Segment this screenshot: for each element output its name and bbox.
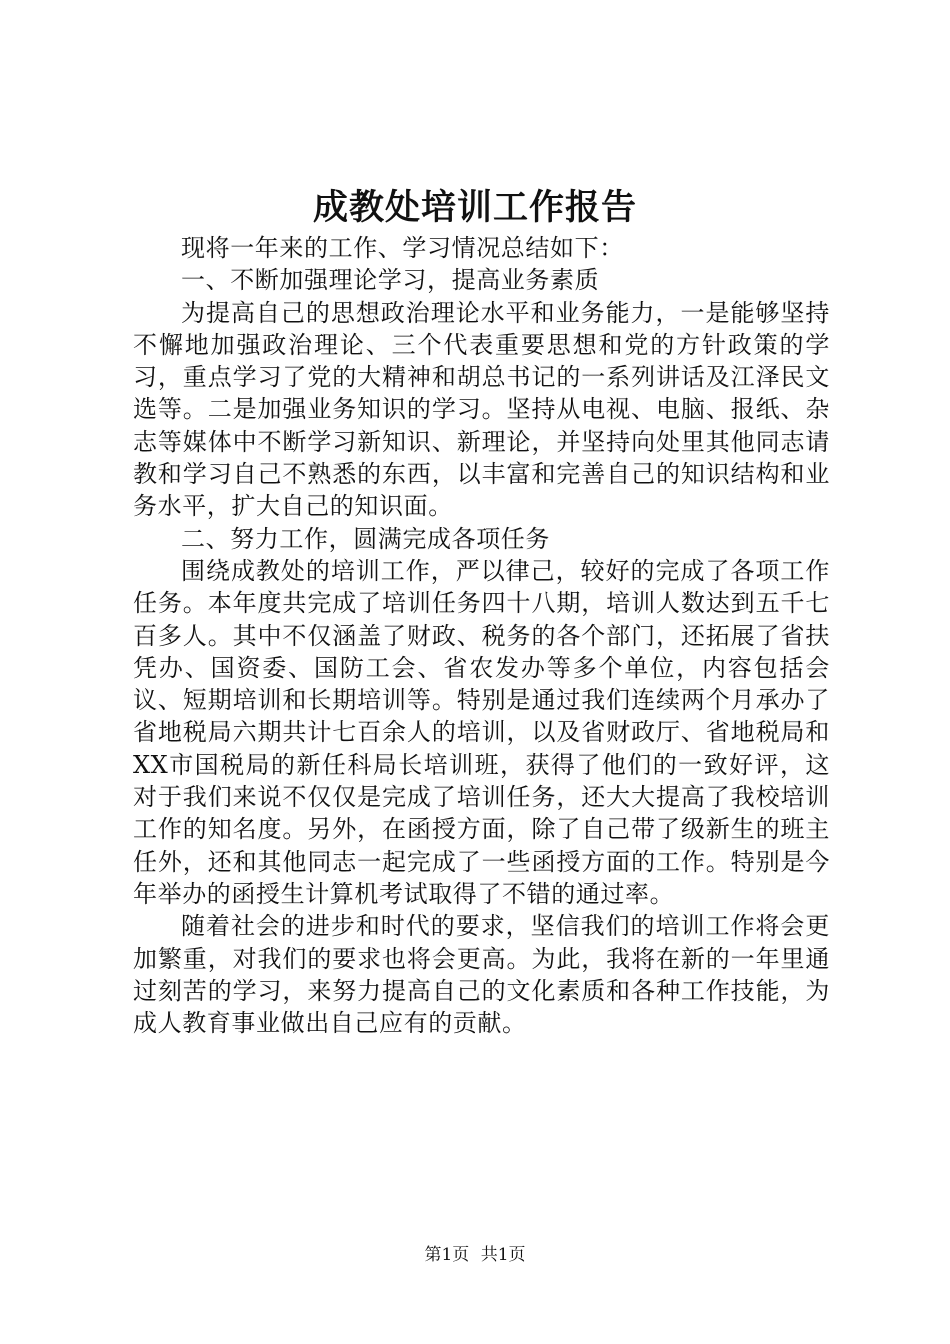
document-title: 成教处培训工作报告 [312, 187, 637, 228]
document-body [133, 232, 830, 1039]
section-heading-1: 一、不断加强理论学习，提高业务素质 [181, 266, 600, 295]
section-heading-2: 二、努力工作，圆满完成各项任务 [181, 524, 550, 553]
page-total: 共1页 [480, 1245, 526, 1265]
paragraph-conclusion: 随着社会的进步和时代的要求，坚信我们的培训工作将会更加繁重，对我们的要求也将会更高。为此，我将在新的一年里通过刻苦的学习，来努力提高自己的文化素质和各种工作技能，为成人教育事业做出自己应有的贡献。 [133, 912, 830, 1038]
paragraph-section-2: 围绕成教处的培训工作，严以律己，较好的完成了各项工作任务。本年度共完成了培训任务四十八期，培训人数达到五千七百多人。其中不仅涵盖了财政、税务的各个部门，还拓展了省扶凭办、国资委、国防工会、省农发办等多个单位，内容包括会议、短期培训和长期培训等。特别是通过我们连续两个月承办了省地税局六期共计七百余人的培训，以及省财政厅、省地税局和XX市国税局的新任科局长培训班，获得了他们的一致好评，这对于我们来说不仅仅是完成了培训任务，还大大提高了我校培训工作的知名度。另外，在函授方面，除了自己带了级新生的班主任外，还和其他同志一起完成了一些函授方面的工作。特别是今年举办的函授生计算机考试取得了不错的通过率。 [133, 556, 830, 908]
paragraph-section-1: 为提高自己的思想政治理论水平和业务能力，一是能够坚持不懈地加强政治理论、三个代表重要思想和党的方针政策的学习，重点学习了党的大精神和胡总书记的一系列讲话及江泽民文选等。二是加强业务知识的学习。坚持从电视、电脑、报纸、杂志等媒体中不断学习新知识、新理论，并坚持向处里其他同志请教和学习自己不熟悉的东西，以丰富和完善自己的知识结构和业务水平，扩大自己的知识面。 [133, 298, 830, 521]
page-number: 第1页 [424, 1245, 470, 1265]
page-footer [0, 1243, 950, 1267]
paragraph-intro: 现将一年来的工作、学习情况总结如下： [181, 234, 624, 262]
